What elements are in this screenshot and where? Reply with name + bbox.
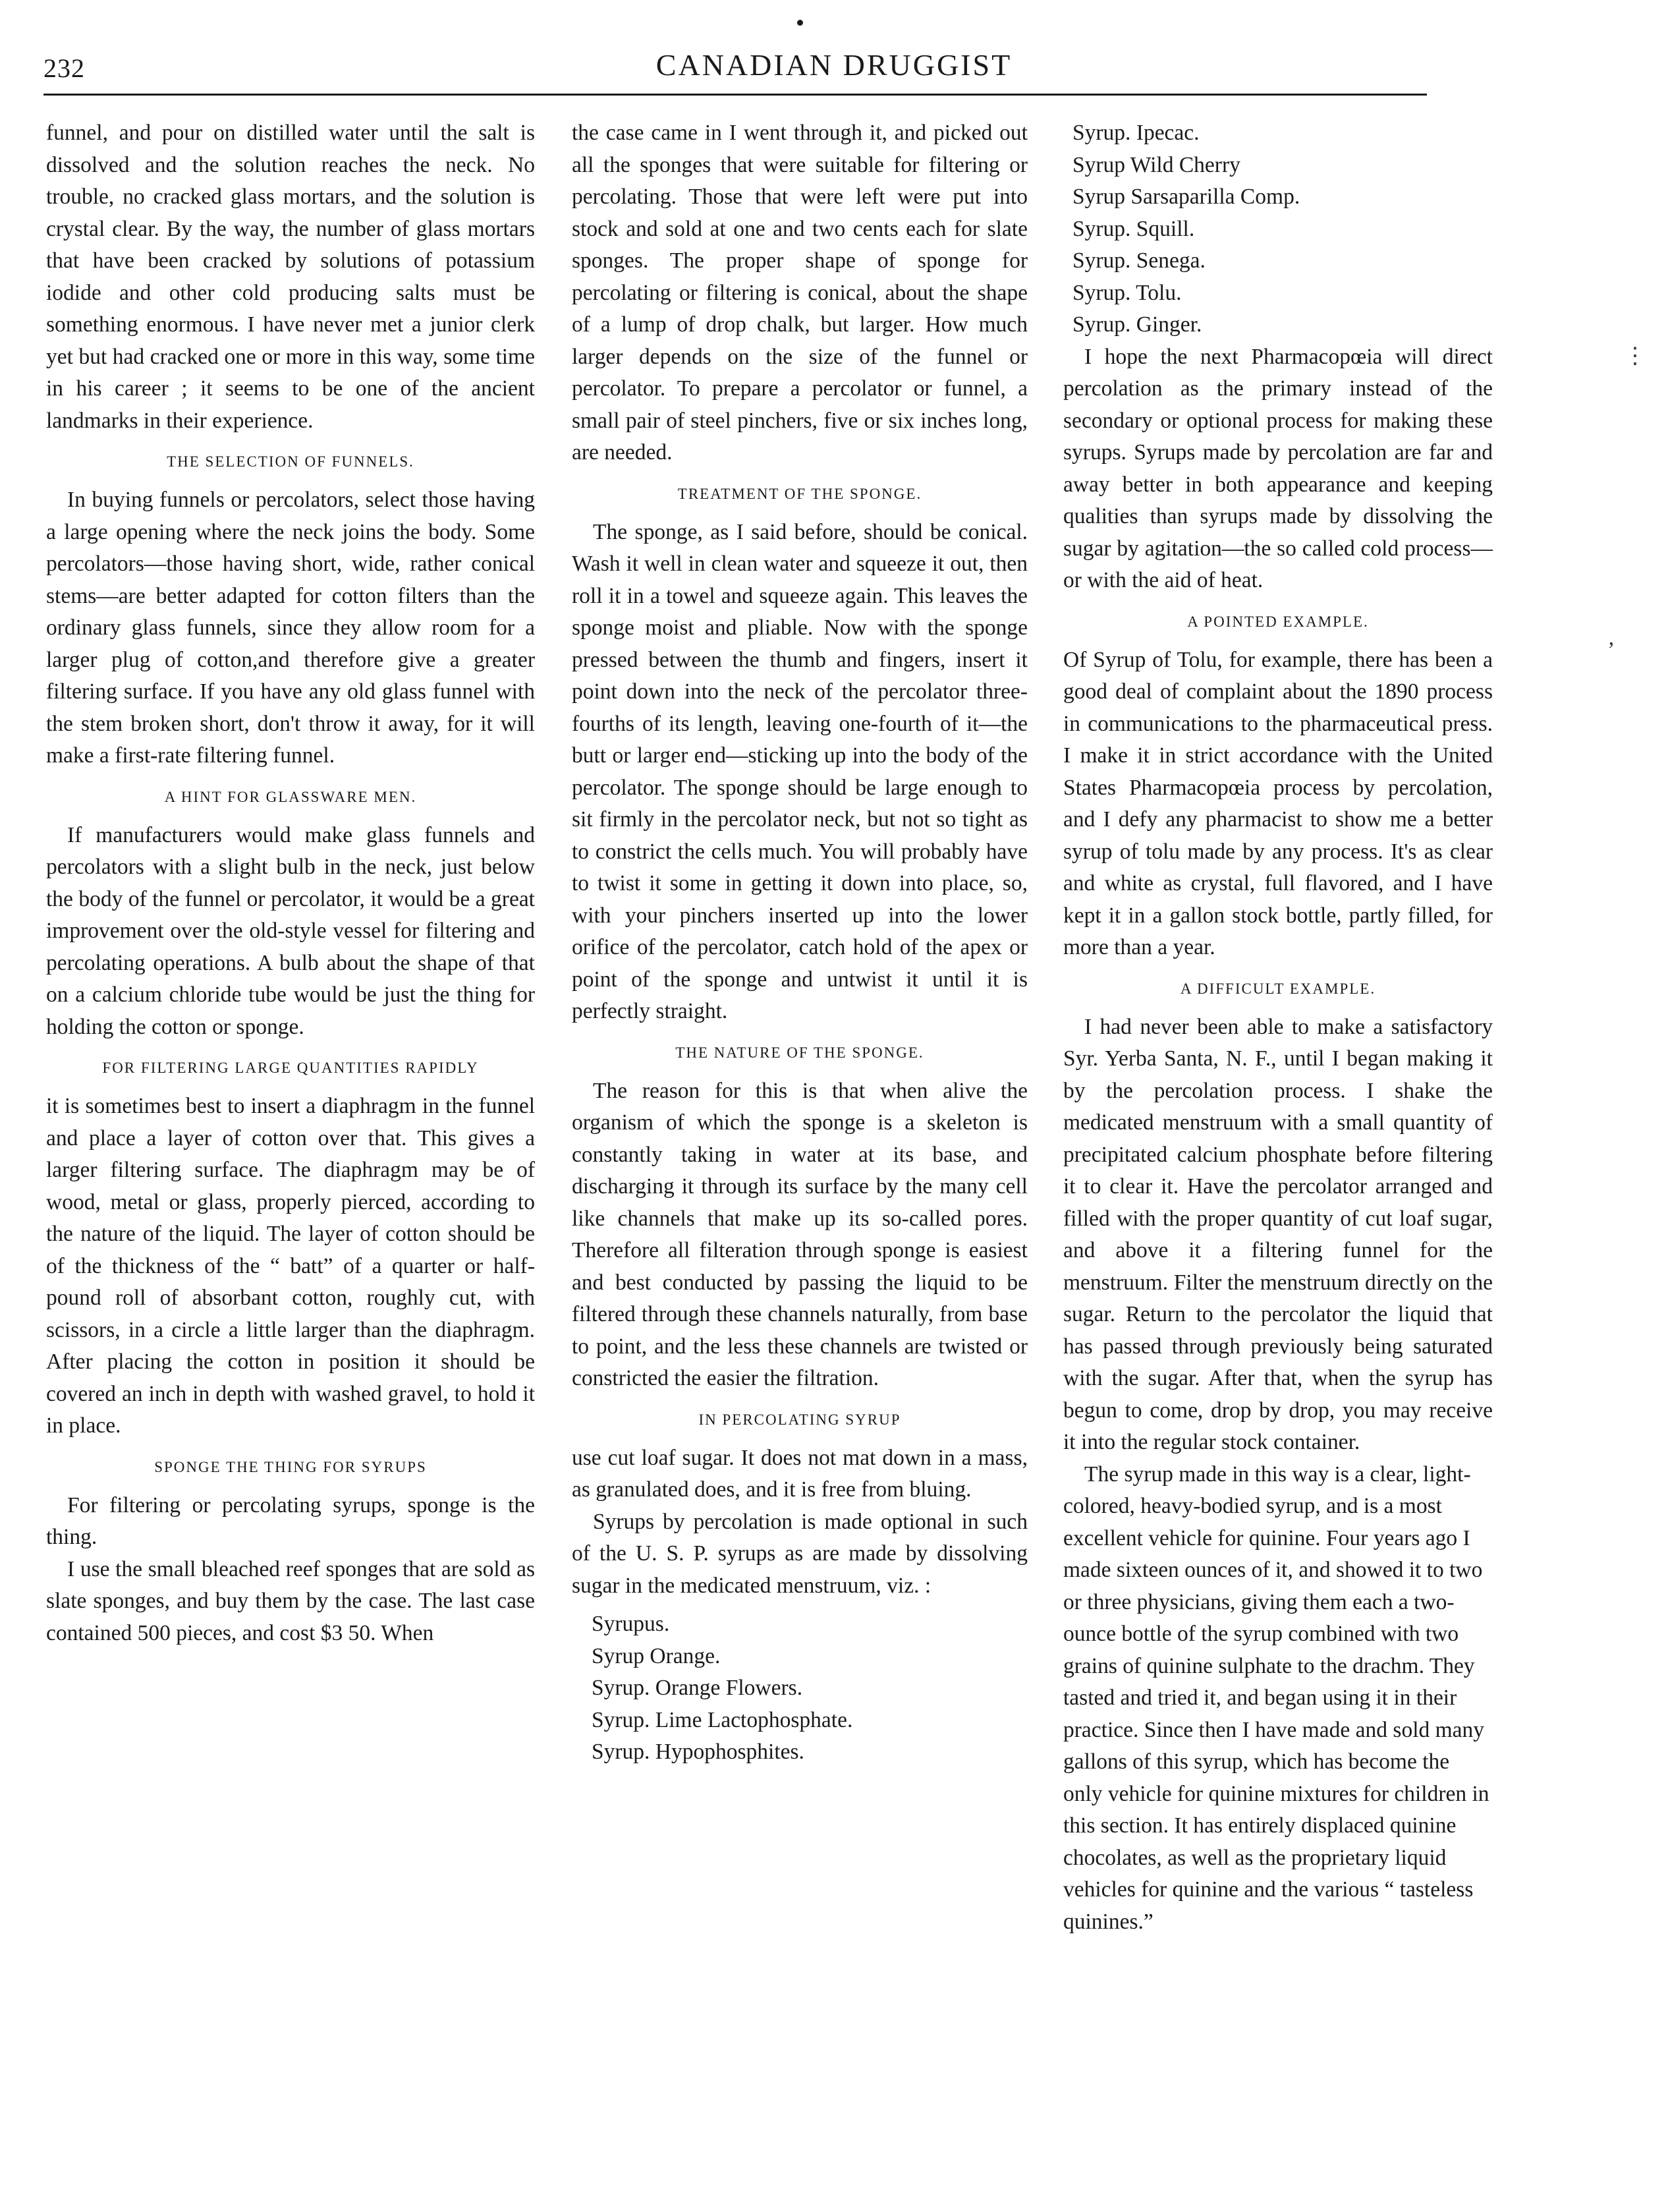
margin-speck: ⋮	[1624, 344, 1646, 368]
paragraph: the case came in I went through it, and picked out all the sponges that were suitable for filtering or percolating. Those that were left were put into stock and sold at one and two cents each for slate sponges. The proper shape of sponge for percolating or filtering is conical, about the shape of a lump of drop chalk, but larger. How much larger depends on the size of the funnel or percolator. To prepare a percolator or funnel, a small pair of steel pinchers, five or six inches long, are needed.	[572, 121, 1028, 465]
section-heading: TREATMENT OF THE SPONGE.	[677, 485, 922, 502]
column-1	[46, 117, 535, 1649]
page-number: 232	[43, 53, 85, 83]
paragraph: The sponge, as I said before, should be conical. Wash it well in clean water and squeeze it out, then roll it in a towel and squeeze again. This leaves the sponge moist and pliable. Now with the sponge pressed between the thumb and fingers, insert it point down into the neck of the percolator three-fourths of its length, leaving one-fourth of it—the butt or larger end—sticking up into the body of the percolator. The sponge should be large enough to sit firmly in the percolator neck, but not so tight as to constrict the cells much. You will probably have to twist it some in getting it down into place, so, with your pinchers inserted up into the lower orifice of the percolator, catch hold of the apex or point of the sponge and untwist it until it is perfectly straight.	[572, 519, 1028, 1023]
list-item: Syrup. Lime Lactophosphate.	[592, 1707, 853, 1732]
section-heading: A POINTED EXAMPLE.	[1187, 613, 1369, 630]
paragraph: I hope the next Pharmacopœia will direct percolation as the primary instead of the secondary or optional process for making these syrups. Syrups made by percolation are far and away better in both appearance and keeping qualities than syrups made by dissolving the sugar by agitation—the so called cold process—or with the aid of heat.	[1063, 344, 1493, 592]
paragraph: The syrup made in this way is a clear, light-colored, heavy-bodied syrup, and is a most excellent vehicle for quinine. Four years ago I made sixteen ounces of it, and showed it to two or three physicians, giving them each a two-ounce bottle of the syrup combined with two grains of quinine sulphate to the drachm. They tasted and tried it, and began using it in their practice. Since then I have made and sold many gallons of this syrup, which has become the only vehicle for quinine mixtures for children in this section. It has entirely displaced quinine chocolates, as well as the proprietary liquid vehicles for quinine and the various “ tasteless quinines.”	[1063, 1461, 1489, 1934]
list-item: Syrup. Ipecac.	[1072, 121, 1200, 145]
paragraph: In buying funnels or percolators, select those having a large opening where the neck joins the body. Some percolators—those having short, wide, rather conical stems—are better adapted for cotton filters than the ordinary glass funnels, since they allow room for a larger plug of cotton,and therefore give a greater filtering surface. If you have any old glass funnel with the stem broken short, don't throw it away, for it will make a first-rate filtering funnel.	[46, 488, 535, 768]
section-heading: FOR FILTERING LARGE QUANTITIES RAPIDLY	[102, 1060, 479, 1076]
paragraph: For filtering or percolating syrups, sponge is the thing.	[46, 1492, 535, 1549]
margin-speck: ’	[1607, 638, 1615, 662]
paragraph: Syrups by percolation is made optional in such of the U. S. P. syrups as are made by dissolving sugar in the medicated menstruum, viz. :	[572, 1509, 1028, 1598]
list-item: Syrup. Hypophosphites.	[592, 1740, 804, 1764]
section-heading: SPONGE THE THING FOR SYRUPS	[154, 1458, 427, 1475]
paragraph: The reason for this is that when alive the organism of which the sponge is a skeleton is constantly taking in water at its base, and discharging it through its surface by the many cell like channels that make up its so-called pores. Therefore all filteration through sponge is easiest and best conducted by passing the liquid to be filtered through these channels naturally, from base to point, and the less these channels are twisted or constricted the easier the filtration.	[572, 1078, 1028, 1390]
running-title: CANADIAN DRUGGIST	[655, 48, 1013, 82]
paragraph: I use the small bleached reef sponges that are sold as slate sponges, and buy them by the case. The last case contained 500 pieces, and cost $3 50. When	[46, 1556, 535, 1645]
paragraph: Of Syrup of Tolu, for example, there has been a good deal of complaint about the 1890 process in communications to the pharmaceutical press. I make it in strict accordance with the United States Pharmacopœia process by percolation, and I defy any pharmacist to show me a better syrup of tolu made by any process. It's as clear and white as crystal, full flavored, and I have kept it in a gallon stock bottle, partly filled, for more than a year.	[1063, 647, 1493, 959]
section-heading: A DIFFICULT EXAMPLE.	[1180, 980, 1376, 997]
list-item: Syrup. Orange Flowers.	[592, 1676, 803, 1700]
paragraph: I had never been able to make a satisfactory Syr. Yerba Santa, N. F., until I began making it by the percolation process. I shake the medicated menstruum with a small quantity of precipitated calcium phosphate before filtering it to clear it. Have the percolator arranged and filled with the proper quantity of cut loaf sugar, and above it a filtering funnel for the menstruum. Filter the menstruum directly on the sugar. Return to the percolator the liquid that has passed through previously being saturated with the sugar. After that, when the syrup has begun to come, drop by drop, you may receive it into the regular stock container.	[1063, 1014, 1493, 1454]
paragraph: it is sometimes best to insert a diaphragm in the funnel and place a layer of cotton over that. This gives a larger filtering surface. The diaphragm may be of wood, metal or glass, properly pierced, according to the nature of the liquid. The layer of cotton should be of the thickness of the “ batt” of a quarter or half-pound roll of absorbant cotton, roughly cut, with scissors, in a circle a little larger than the diaphragm. After placing the cotton in position it should be covered an inch in depth with washed gravel, to hold it in place.	[46, 1094, 535, 1438]
syrup-list	[1063, 117, 1493, 341]
header-rule	[43, 94, 1427, 96]
syrup-list	[572, 1608, 1028, 1769]
section-heading: A HINT FOR GLASSWARE MEN.	[164, 788, 417, 805]
section-heading: IN PERCOLATING SYRUP	[698, 1411, 901, 1428]
column-2	[572, 117, 1028, 1769]
section-heading: THE SELECTION OF FUNNELS.	[167, 453, 414, 470]
list-item: Syrup. Ginger.	[1072, 312, 1202, 337]
paragraph: If manufacturers would make glass funnels and percolators with a slight bulb in the neck, just below the body of the funnel or percolator, it would be a great improvement over the old-style vessel for filtering and percolating operations. A bulb about the shape of that on a calcium chloride tube would be just the thing for holding the cotton or sponge.	[46, 822, 535, 1039]
list-item: Syrup Orange.	[592, 1643, 721, 1668]
list-item: Syrup. Tolu.	[1072, 280, 1182, 305]
paragraph: use cut loaf sugar. It does not mat down in a mass, as granulated does, and it is free from bluing.	[572, 1445, 1028, 1502]
list-item: Syrup Sarsaparilla Comp.	[1072, 184, 1300, 209]
section-heading: THE NATURE OF THE SPONGE.	[675, 1044, 924, 1061]
list-item: Syrup. Senega.	[1072, 248, 1206, 273]
column-3	[1063, 117, 1493, 1938]
list-item: Syrupus.	[592, 1612, 670, 1636]
list-item: Syrup Wild Cherry	[1072, 152, 1240, 177]
ink-dot	[797, 20, 803, 26]
list-item: Syrup. Squill.	[1072, 216, 1195, 241]
paragraph: funnel, and pour on distilled water until the salt is dissolved and the solution reaches the neck. No trouble, no cracked glass mortars, and the solution is crystal clear. By the way, the number of glass mortars that have been cracked by solutions of potassium iodide and other cold producing salts must be something enormous. I have never met a junior clerk yet but had cracked one or more in this way, some time in his career ; it seems to be one of the ancient landmarks in their experience.	[46, 121, 535, 433]
